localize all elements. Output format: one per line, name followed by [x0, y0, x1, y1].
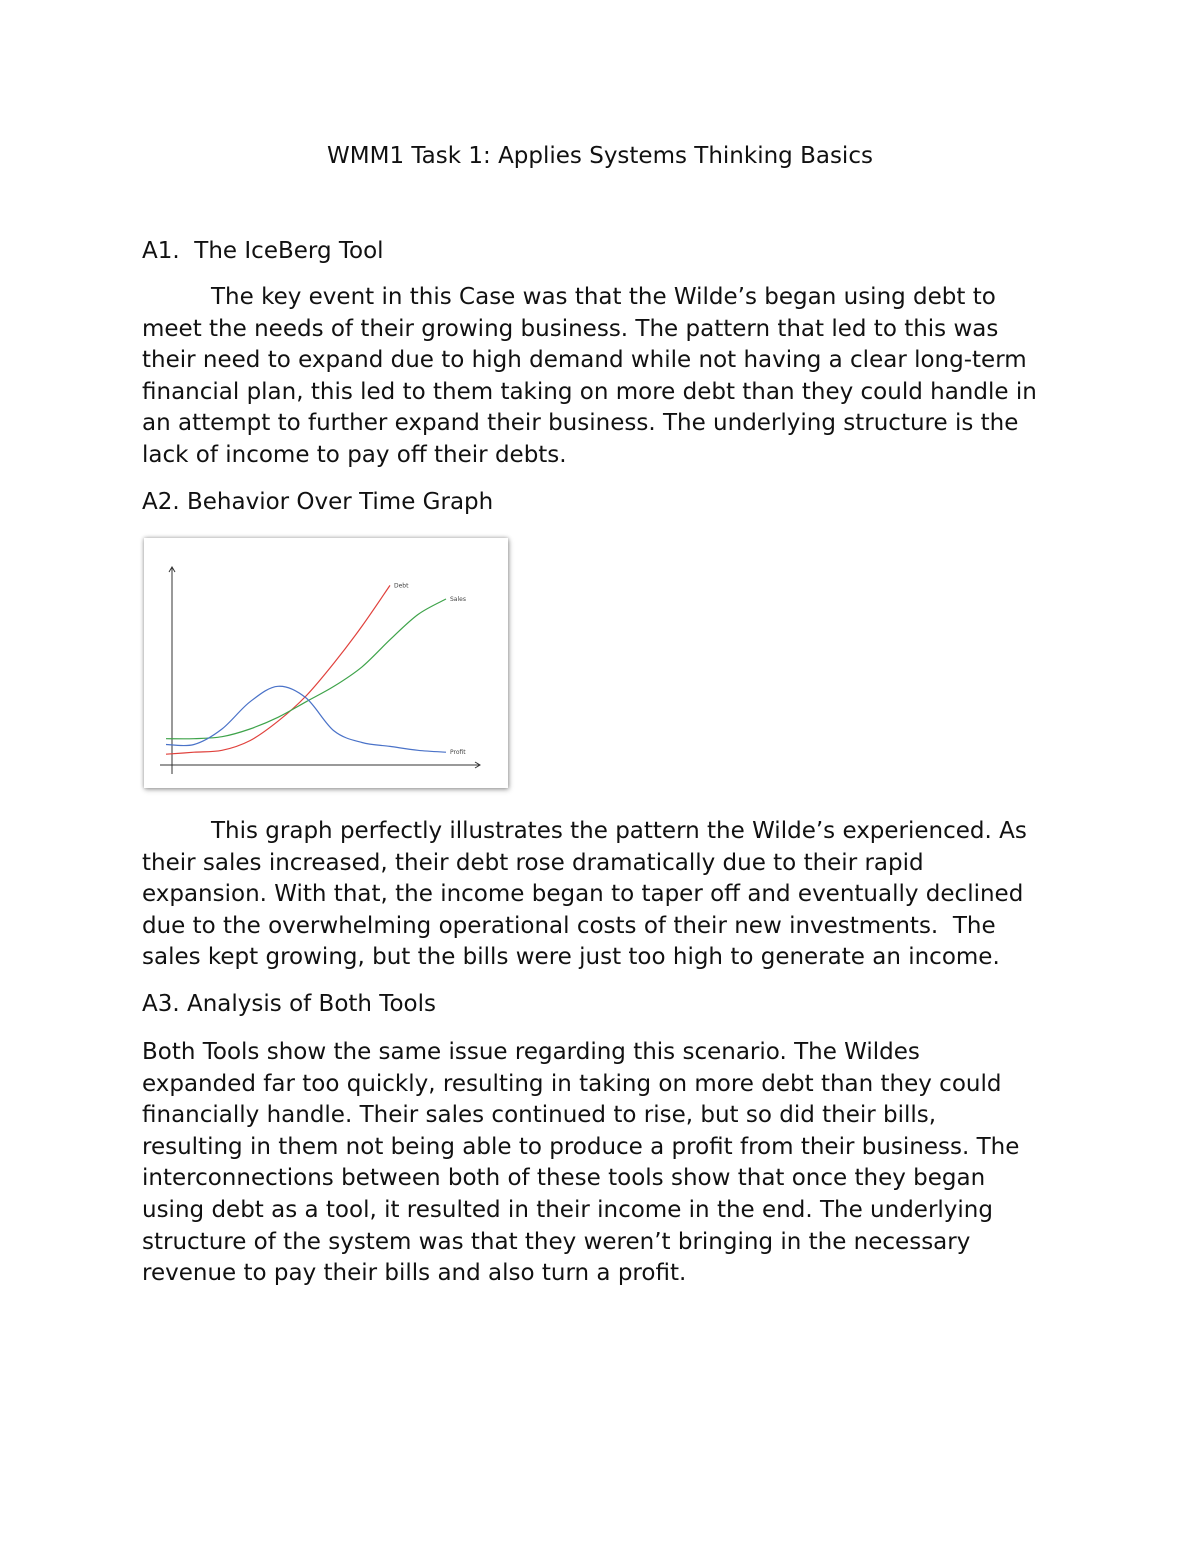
paragraph-line: lack of income to pay off their debts.	[142, 441, 567, 468]
paragraph-line: expanded far too quickly, resulting in taking on more debt than they could	[142, 1070, 1002, 1097]
series-line-debt	[166, 585, 390, 754]
section-a3-heading: A3. Analysis of Both Tools	[142, 991, 436, 1017]
paragraph-line: their sales increased, their debt rose dramatically due to their rapid	[142, 849, 924, 876]
series-label-sales: Sales	[450, 596, 466, 603]
paragraph-line: financial plan, this led to them taking on more debt than they could handle in	[142, 378, 1037, 405]
paragraph-line: meet the needs of their growing business. The pattern that led to this was	[142, 315, 999, 342]
series-label-profit: Profit	[450, 749, 466, 757]
document-title: WMM1 Task 1: Applies Systems Thinking Basics	[327, 143, 873, 169]
paragraph-line: due to the overwhelming operational costs of their new investments. The	[142, 912, 996, 939]
paragraph-line: This graph perfectly illustrates the pattern the Wilde’s experienced. As	[211, 818, 1027, 844]
chart-series-layer	[166, 582, 466, 756]
paragraph-line: financially handle. Their sales continued to rise, but so did their bills,	[142, 1102, 937, 1129]
paragraph-line: structure of the system was that they weren’t bringing in the necessary	[142, 1228, 971, 1255]
paragraph-line: using debt as a tool, it resulted in their income in the end. The underlying	[142, 1196, 993, 1223]
behavior-over-time-chart-svg	[144, 538, 508, 788]
paragraph-line: an attempt to further expand their business. The underlying structure is the	[142, 410, 1019, 437]
paragraph-line: their need to expand due to high demand while not having a clear long-term	[142, 347, 1027, 374]
section-a2-paragraph	[142, 816, 1072, 974]
behavior-over-time-graph	[144, 538, 508, 788]
section-a3-paragraph	[142, 1037, 1072, 1290]
section-a1-heading: A1. The IceBerg Tool	[142, 238, 384, 264]
paragraph-line: revenue to pay their bills and also turn a profit.	[142, 1260, 687, 1287]
section-a2-heading: A2. Behavior Over Time Graph	[142, 489, 494, 515]
chart-axes	[160, 567, 480, 774]
paragraph-line: resulting in them not being able to produce a profit from their business. The	[142, 1133, 1020, 1160]
paragraph-line: Both Tools show the same issue regarding this scenario. The Wildes	[142, 1039, 920, 1065]
series-label-debt: Debt	[394, 582, 409, 590]
paragraph-line: expansion. With that, the income began to taper off and eventually declined	[142, 881, 1024, 908]
paragraph-line: The key event in this Case was that the Wilde’s began using debt to	[211, 284, 996, 310]
paragraph-line: interconnections between both of these tools show that once they began	[142, 1165, 986, 1192]
series-line-sales	[166, 599, 446, 739]
paragraph-line: sales kept growing, but the bills were just too high to generate an income.	[142, 944, 1000, 971]
section-a1-paragraph	[142, 282, 1072, 472]
